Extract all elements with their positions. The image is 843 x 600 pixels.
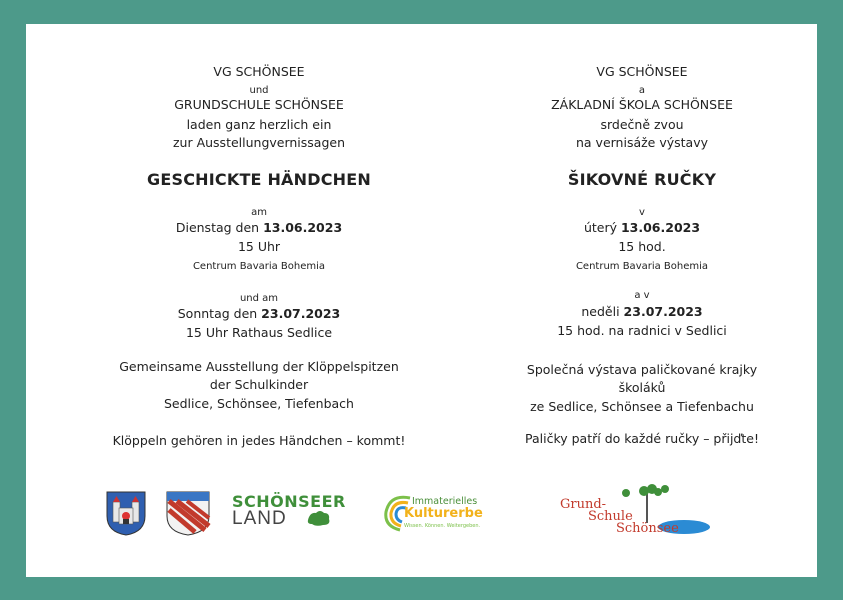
- german-invite1: laden ganz herzlich ein: [186, 117, 332, 132]
- grundschule-schoensee-logo: [560, 483, 716, 541]
- school-logo-line3: Schönsee: [616, 521, 679, 536]
- german-und-am: und am: [239, 293, 279, 304]
- kulturerbe-main-text: Kulturerbe: [404, 506, 483, 521]
- german-date1: 13.06.2023: [263, 220, 343, 235]
- german-title: GESCHICKTE HÄNDCHEN: [147, 170, 371, 189]
- sedlice-coat-of-arms-icon: [105, 490, 147, 536]
- german-desc3: Sedlice, Schönsee, Tiefenbach: [164, 396, 354, 411]
- german-and: und: [249, 85, 269, 96]
- czech-time2: 15 hod. na radnici v Sedlici: [557, 323, 727, 338]
- czech-desc2: školáků: [618, 380, 666, 395]
- german-time1: 15 Uhr: [237, 239, 281, 254]
- czech-date1-line: [492, 222, 792, 235]
- czech-desc1: Společná výstava paličkované krajky: [526, 362, 758, 377]
- czech-place1: Centrum Bavaria Bohemia: [575, 261, 709, 272]
- school-logo-line2: Schule: [588, 509, 633, 524]
- german-date1-day: Dienstag den: [175, 220, 264, 235]
- school-logo-line1: Grund-: [560, 497, 607, 512]
- german-time2: 15 Uhr Rathaus Sedlice: [185, 325, 333, 340]
- schoenseer-logo-bottom: LAND: [232, 508, 287, 529]
- czech-time1: 15 hod.: [618, 239, 666, 254]
- german-desc2: der Schulkinder: [209, 377, 309, 392]
- german-invite2: zur Ausstellungvernissagen: [172, 135, 346, 150]
- czech-v: v: [639, 207, 645, 218]
- german-am: am: [251, 207, 267, 218]
- german-date2-line: [26, 308, 492, 321]
- czech-date2: 23.07.2023: [623, 304, 703, 319]
- czech-desc3: ze Sedlice, Schönsee a Tiefenbachu: [530, 399, 754, 414]
- kulturerbe-top-text: Immaterielles: [412, 496, 478, 507]
- german-slogan: Klöppeln gehören in jedes Händchen – kommt!: [112, 433, 406, 448]
- immaterielles-kulturerbe-logo: [380, 490, 500, 536]
- german-date2: 23.07.2023: [261, 306, 341, 321]
- german-date2-day: Sonntag den: [177, 306, 262, 321]
- czech-org2: ZÁKLADNÍ ŠKOLA SCHÖNSEE: [551, 97, 733, 112]
- invitation-card: [26, 24, 817, 577]
- land-shape-icon: [306, 508, 332, 528]
- czech-invite2: na vernisáže výstavy: [575, 135, 709, 150]
- czech-and: a: [638, 85, 646, 96]
- german-date1-line: [26, 222, 492, 235]
- czech-title: ŠIKOVNÉ RUČKY: [567, 170, 717, 189]
- czech-invite1: srdečně zvou: [600, 117, 684, 132]
- czech-a-v: a v: [634, 290, 650, 301]
- czech-date2-day: neděli: [581, 304, 624, 319]
- czech-date1: 13.06.2023: [620, 220, 701, 235]
- schoenseer-land-logo: [232, 492, 352, 532]
- schoensee-coat-of-arms-icon: [165, 490, 211, 536]
- czech-date2-line: [492, 306, 792, 319]
- czech-slogan: Paličky patří do každé ručky – přijďte!: [525, 431, 759, 446]
- german-org1: VG SCHÖNSEE: [213, 64, 305, 79]
- kulturerbe-sub-text: Wissen. Können. Weitergeben.: [404, 523, 481, 529]
- schoenseer-logo-top: SCHÖNSEER: [232, 492, 346, 511]
- czech-date1-day: úterý: [583, 220, 621, 235]
- czech-org1: VG SCHÖNSEE: [596, 64, 688, 79]
- german-place1: Centrum Bavaria Bohemia: [192, 261, 326, 272]
- german-org2: GRUNDSCHULE SCHÖNSEE: [174, 97, 344, 112]
- german-desc1: Gemeinsame Ausstellung der Klöppelspitzen: [119, 359, 399, 374]
